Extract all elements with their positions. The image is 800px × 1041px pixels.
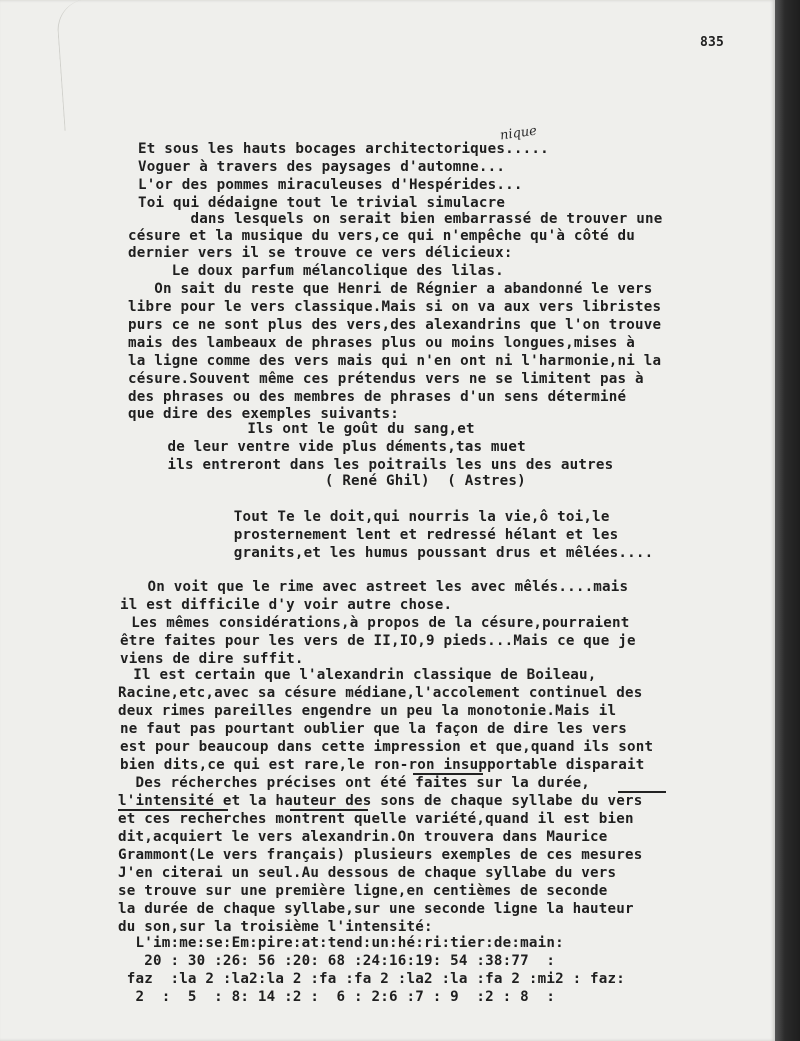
text-line: césure et la musique du vers,ce qui n'empêche qu'à côté du <box>128 228 636 244</box>
text-line: Les mêmes considérations,à propos de la césure,pourraient <box>105 615 630 631</box>
handwritten-correction: nique <box>499 123 538 144</box>
text-line: 20 : 30 :26: 56 :20: 68 :24:16:19: 54 :38:77 : <box>118 953 556 969</box>
text-line: il est difficile d'y voir autre chose. <box>120 597 453 613</box>
underline-mark <box>413 773 483 775</box>
text-line: dit,acquiert le vers alexandrin.On trouvera dans Maurice <box>118 829 608 845</box>
text-line: viens de dire suffit. <box>120 651 304 667</box>
text-line: 2 : 5 : 8: 14 :2 : 6 : 2:6 :7 : 9 :2 : 8 : <box>118 989 556 1005</box>
text-line: faz :la 2 :la2:la 2 :fa :fa 2 :la2 :la :fa 2 :mi2 : faz: <box>118 971 626 987</box>
underline-mark <box>290 809 368 811</box>
text-line: deux rimes pareilles engendre un peu la monotonie.Mais il <box>118 703 617 719</box>
text-line: des phrases ou des membres de phrases d'un sens déterminé <box>128 389 627 405</box>
text-line: Et sous les hauts bocages architectoriques..... <box>138 141 549 157</box>
text-line: ne faut pas pourtant oublier que la façon de dire les vers <box>120 721 628 737</box>
text-line: Racine,etc,avec sa césure médiane,l'accolement continuel des <box>118 685 643 701</box>
underline-mark <box>618 791 666 793</box>
text-line: prosternement lent et redressé hélant et les <box>190 527 619 543</box>
text-line: Voguer à travers des paysages d'automne... <box>138 159 506 175</box>
text-line: bien dits,ce qui est rare,le ron-ron insupportable disparait <box>120 757 645 773</box>
text-line: Le doux parfum mélancolique des lilas. <box>128 263 504 279</box>
text-line: se trouve sur une première ligne,en centièmes de seconde <box>118 883 608 899</box>
text-line: Des récherches précises ont été faites sur la durée, <box>118 775 591 791</box>
text-line: la durée de chaque syllabe,sur une seconde ligne la hauteur <box>118 901 634 917</box>
text-line: du son,sur la troisième l'intensité: <box>118 919 433 935</box>
text-line: être faites pour les vers de II,IO,9 pieds...Mais ce que je <box>120 633 636 649</box>
text-line: la ligne comme des vers mais qui n'en ont ni l'harmonie,ni la <box>128 353 662 369</box>
text-line: est pour beaucoup dans cette impression et que,quand ils sont <box>120 739 654 755</box>
text-line: mais des lambeaux de phrases plus ou moins longues,mises à <box>128 335 636 351</box>
text-line: de leur ventre vide plus déments,tas muet <box>150 439 526 455</box>
text-line: granits,et les humus poussant drus et mêlées.... <box>190 545 654 561</box>
scan-edge <box>775 0 800 1041</box>
text-line: On voit que le rime avec astreet les avec mêlés....mais <box>130 579 629 595</box>
text-line: L'or des pommes miraculeuses d'Hespérides... <box>138 177 523 193</box>
text-line: J'en citerai un seul.Au dessous de chaque syllabe du vers <box>118 865 617 881</box>
text-line: Ils ont le goût du sang,et <box>160 421 475 437</box>
text-line: césure.Souvent même ces prétendus vers ne se limitent pas à <box>128 371 644 387</box>
text-line: Il est certain que l'alexandrin classique de Boileau, <box>107 667 597 683</box>
text-line: purs ce ne sont plus des vers,des alexandrins que l'on trouve <box>128 317 662 333</box>
text-line: Toi qui dédaigne tout le trivial simulacre <box>138 195 506 211</box>
text-line: l'intensité et la hauteur des sons de chaque syllabe du vers <box>118 793 643 809</box>
text-line: Tout Te le doit,qui nourris la vie,ô toi,le <box>190 509 610 525</box>
underline-mark <box>118 809 228 811</box>
text-line: ( René Ghil) ( Astres) <box>150 473 526 489</box>
page-number: 835 <box>700 35 725 50</box>
text-line: dans lesquels on serait bien embarrassé de trouver une <box>138 211 663 227</box>
text-line: On sait du reste que Henri de Régnier a abandonné le vers <box>128 281 653 297</box>
text-line: que dire des exemples suivants: <box>128 406 399 422</box>
text-line: ils entreront dans les poitrails les uns des autres <box>150 457 614 473</box>
paper-fold-mark <box>56 0 96 131</box>
text-line: Grammont(Le vers français) plusieurs exemples de ces mesures <box>118 847 643 863</box>
text-line: libre pour le vers classique.Mais si on va aux vers libristes <box>128 299 662 315</box>
text-line: dernier vers il se trouve ce vers délicieux: <box>128 245 513 261</box>
text-line: et ces recherches montrent quelle variété,quand il est bien <box>118 811 634 827</box>
text-line: L'im:me:se:Em:pire:at:tend:un:hé:ri:tier:de:main: <box>118 935 564 951</box>
